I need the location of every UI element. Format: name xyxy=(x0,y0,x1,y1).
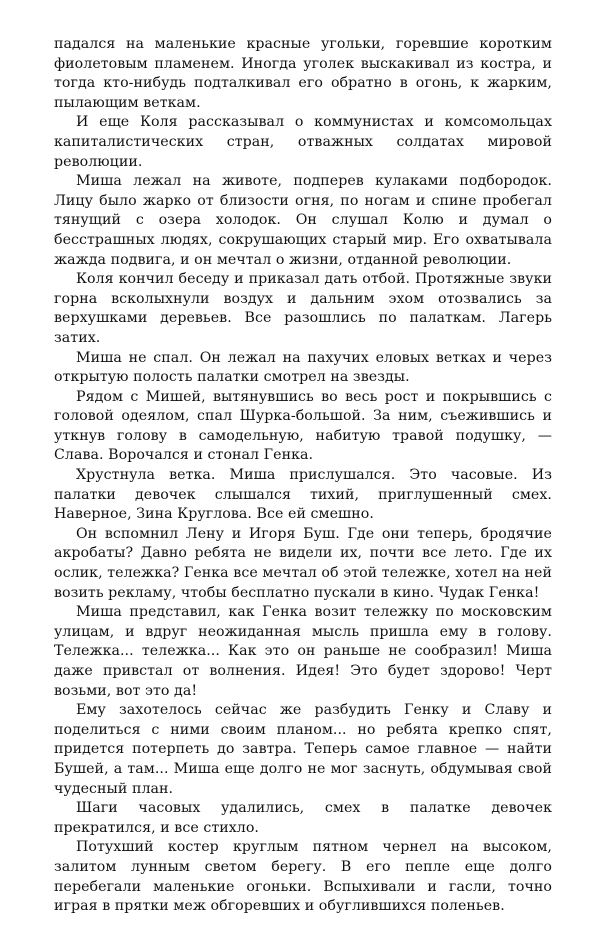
paragraph: Рядом с Мишей, вытянувшись во весь рост и покрывшись с головой одеялом, спал Шурка-большой. За ним, съежившись и уткнув голову в самодельную, набитую травой подушку, — Слава. Ворочался и стонал Генка. xyxy=(54,388,552,464)
paragraph: Миша лежал на животе, подперев кулаками подбородок. Лицу было жарко от близости огня, по ногам и спине пробегал тянущий с озера холодок. Он слушал Колю и думал о бесстрашных людях, сокрушающих старый мир. Его охватывала жажда подвига, и он мечтал о жизни, отданной революции. xyxy=(54,173,552,268)
paragraph: Шаги часовых удалились, смех в палатке девочек прекратился, и все стихло. xyxy=(54,800,552,836)
paragraph: Он вспомнил Лену и Игоря Буш. Где они теперь, бродячие акробаты? Давно ребята не видели их, почти все лето. Где их ослик, тележка? Генка все мечтал об этой тележке, хотел на ней возить рекламу, чтобы бесплатно пускали в кино. Чудак Генка! xyxy=(54,525,552,601)
paragraph: Хрустнула ветка. Миша прислушался. Это часовые. Из палатки девочек слышался тихий, приглушенный смех. Наверное, Зина Круглова. Все ей смешно. xyxy=(54,467,552,523)
paragraph: падался на маленькие красные угольки, горевшие коротким фиолетовым пламенем. Иногда уголек выскакивал из костра, и тогда кто-нибудь подталкивал его обратно в огонь, к жарким, пылающим веткам. xyxy=(54,36,552,111)
paragraph: Ему захотелось сейчас же разбудить Генку и Славу и поделиться с ними своим планом... но ребята крепко спят, придется потерпеть до завтра. Теперь самое главное — найти Бушей, а там... Миша еще долго не мог заснуть, обдумывая свой чудесный план. xyxy=(54,702,552,797)
paragraph: И еще Коля рассказывал о коммунистах и комсомольцах капиталистических стран, отважных солдатах мировой революции. xyxy=(54,114,552,170)
paragraph: Коля кончил беседу и приказал дать отбой. Протяжные звуки горна всколыхнули воздух и дальним эхом отозвались за верхушками деревьев. Все разошлись по палаткам. Лагерь затих. xyxy=(54,271,552,346)
paragraph: Миша представил, как Генка возит тележку по московским улицам, и вдруг неожиданная мысль пришла ему в голову. Тележка... тележка... Как это он раньше не сообразил! Миша даже привстал от волнения. Идея! Это будет здорово! Черт возьми, вот это да! xyxy=(54,604,552,699)
paragraph: Потухший костер круглым пятном чернел на высоком, залитом лунным светом берегу. В его пепле еще долго перебегали маленькие огоньки. Вспыхивали и гасли, точно играя в прятки меж обгоревших и обуглившихся поленьев. xyxy=(54,839,552,915)
paragraph: Миша не спал. Он лежал на пахучих еловых ветках и через открытую полость палатки смотрел на звезды. xyxy=(54,349,552,386)
